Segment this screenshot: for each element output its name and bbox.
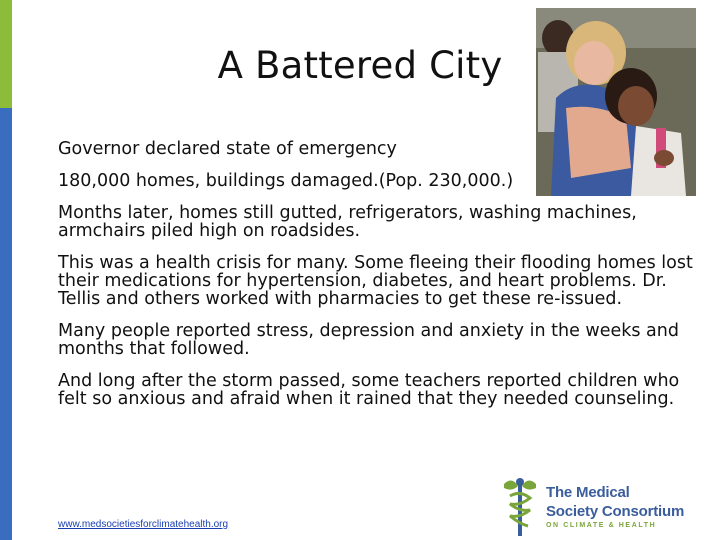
bullet-item: Months later, homes still gutted, refrigerators, washing machines, armchairs piled high on roadsides. (58, 203, 637, 241)
logo-line-3: ON CLIMATE & HEALTH (546, 522, 657, 529)
slide-title: A Battered City (217, 44, 503, 87)
accent-bar-green (0, 0, 12, 108)
accent-bar-blue (0, 108, 12, 540)
logo-line-1: The Medical (546, 484, 630, 501)
bullet-item: And long after the storm passed, some teachers reported children who felt so anxious and afraid when it rained that they needed counseling. (58, 371, 680, 409)
bullet-item: 180,000 homes, buildings damaged.(Pop. 230,000.) (58, 171, 514, 191)
logo-line-2: Society Consortium (546, 503, 685, 520)
bullet-item: Governor declared state of emergency (58, 139, 397, 159)
caduceus-icon (498, 474, 542, 536)
bullet-item: Many people reported stress, depression and anxiety in the weeks and months that followed. (58, 321, 679, 359)
bullet-item: This was a health crisis for many. Some fleeing their flooding homes lost their medications for hypertension, diabetes, and heart problems. Dr. Tellis and others worked with pharmacies to get these re-issued. (58, 253, 693, 309)
footer-link[interactable]: www.medsocietiesforclimatehealth.org (58, 519, 229, 530)
bullet-list (58, 140, 698, 422)
consortium-logo (498, 474, 698, 536)
